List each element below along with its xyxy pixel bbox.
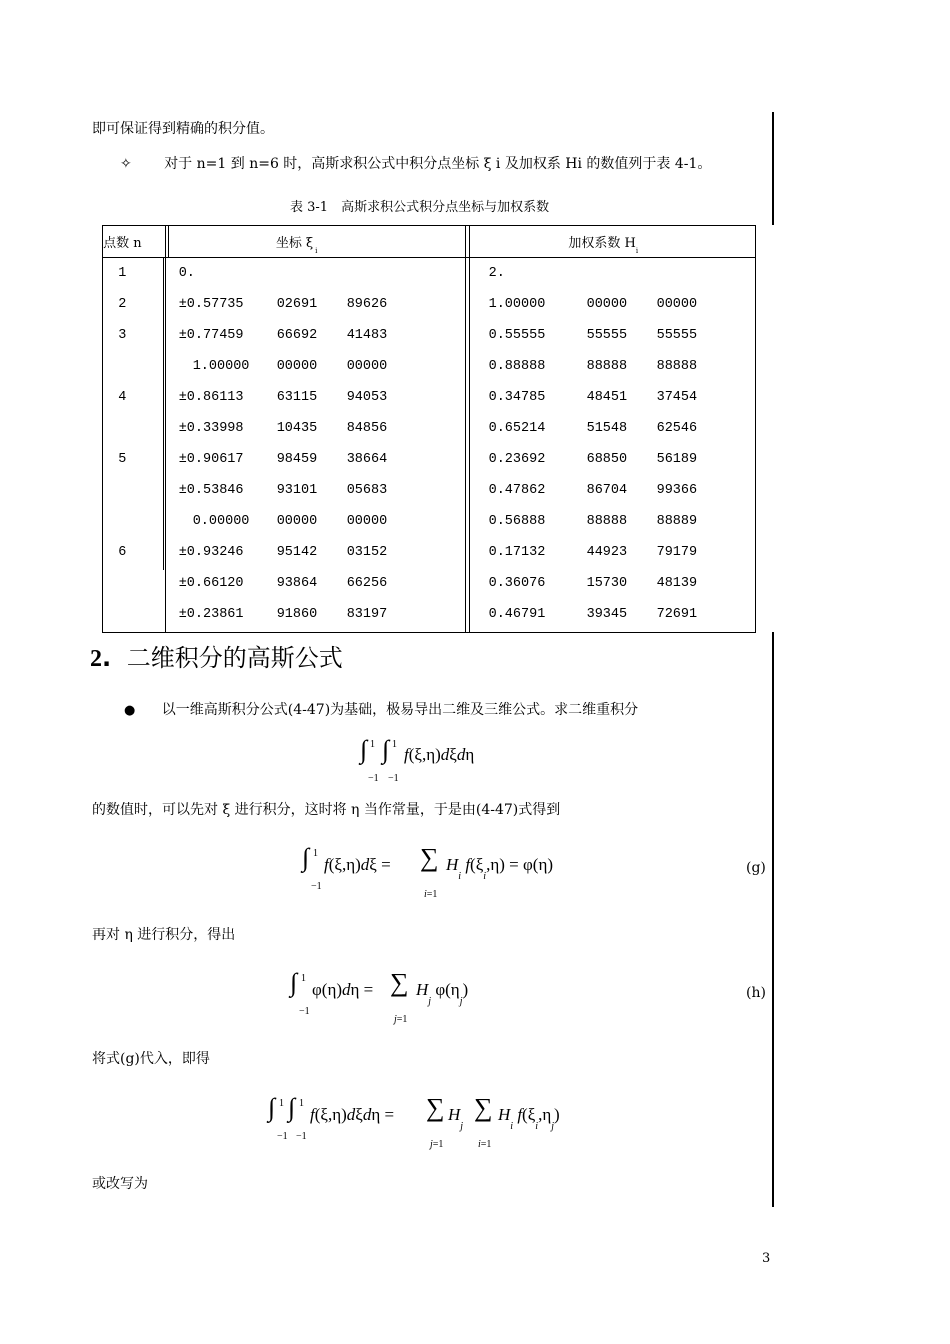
table-row bbox=[102, 382, 756, 413]
cell-weight bbox=[451, 568, 756, 599]
digit-group: 88888 bbox=[586, 359, 628, 374]
cell-coordinate bbox=[143, 382, 451, 413]
table-row bbox=[102, 506, 756, 537]
digit-group: 94053 bbox=[346, 390, 388, 405]
cell-coordinate bbox=[143, 599, 451, 630]
digit-group: 03152 bbox=[346, 545, 388, 560]
cell-points: 2 bbox=[118, 297, 127, 312]
table-row bbox=[102, 568, 756, 599]
table-row bbox=[102, 444, 756, 475]
eq-double-integral: ∫ 1 −1 ∫ 1 −1 f(ξ,η)dξdη bbox=[360, 735, 475, 784]
digit-group: 0.46791 bbox=[488, 607, 546, 622]
digit-group: 00000 bbox=[586, 297, 628, 312]
digit-group: ±0.66120 bbox=[178, 576, 244, 591]
digit-group: 63115 bbox=[276, 390, 318, 405]
cell-points: 1 bbox=[118, 266, 127, 281]
digit-group: 0.17132 bbox=[488, 545, 546, 560]
digit-group: 56189 bbox=[656, 452, 698, 467]
table-row bbox=[102, 320, 756, 351]
digit-group: 55555 bbox=[656, 328, 698, 343]
table-row bbox=[102, 537, 756, 568]
digit-group: 0.47862 bbox=[488, 483, 546, 498]
table-row bbox=[102, 599, 756, 630]
eq-h: ∫ 1 −1 φ(η)dη = ∑ j=1 $H_j$ $\varphi(\eta_j)$ bbox=[290, 968, 469, 1025]
digit-group: 86704 bbox=[586, 483, 628, 498]
bullet-dot-text: 以一维高斯积分公式(4-47)为基础，极易导出二维及三维公式。求二维重积分 bbox=[161, 702, 639, 718]
cell-weight bbox=[451, 413, 756, 444]
digit-group: 98459 bbox=[276, 452, 318, 467]
digit-group: 93101 bbox=[276, 483, 318, 498]
digit-group: 05683 bbox=[346, 483, 388, 498]
table-row bbox=[102, 475, 756, 506]
cell-points bbox=[102, 475, 143, 506]
revision-bar-top bbox=[772, 112, 774, 225]
cell-weight bbox=[451, 289, 756, 320]
section-number: 2 bbox=[90, 646, 102, 672]
digit-group: 91860 bbox=[276, 607, 318, 622]
digit-group: 0.36076 bbox=[488, 576, 546, 591]
digit-group: 0.23692 bbox=[488, 452, 546, 467]
eq-h-label: (h) bbox=[746, 985, 766, 1001]
digit-group: 79179 bbox=[656, 545, 698, 560]
digit-group: ±0.77459 bbox=[178, 328, 244, 343]
bullet-table-note bbox=[120, 153, 711, 173]
digit-group: 83197 bbox=[346, 607, 388, 622]
digit-group: 00000 bbox=[346, 359, 388, 374]
bullet-symbol: ✧ bbox=[120, 156, 132, 172]
digit-group: ±0.93246 bbox=[178, 545, 244, 560]
digit-group: 00000 bbox=[346, 514, 388, 529]
cell-coordinate bbox=[143, 506, 451, 537]
cell-weight bbox=[451, 599, 756, 630]
cell-coordinate bbox=[143, 568, 451, 599]
digit-group: 66256 bbox=[346, 576, 388, 591]
cell-weight bbox=[451, 258, 756, 290]
para-numeric: 的数值时，可以先对 ξ 进行积分，这时将 η 当作常量，于是由(4-47)式得到 bbox=[92, 802, 561, 818]
cell-points: 4 bbox=[118, 390, 127, 405]
eq-g: ∫ 1 −1 f(ξ,η)dξ = ∑ i=1 $H_i$ $f(\xi_i,\eta) = \varphi(\eta)$ bbox=[302, 843, 553, 900]
header-weights bbox=[451, 225, 756, 258]
digit-group: ±0.33998 bbox=[178, 421, 244, 436]
digit-group: 00000 bbox=[276, 359, 318, 374]
digit-group: 0. bbox=[178, 266, 195, 281]
gauss-table bbox=[102, 225, 756, 630]
digit-group: ±0.57735 bbox=[178, 297, 244, 312]
cell-points bbox=[102, 351, 143, 382]
digit-group: 0.56888 bbox=[488, 514, 546, 529]
section-title: 二维积分的高斯公式 bbox=[126, 644, 343, 672]
digit-group: 44923 bbox=[586, 545, 628, 560]
digit-group: 41483 bbox=[346, 328, 388, 343]
cell-coordinate bbox=[143, 351, 451, 382]
digit-group: 51548 bbox=[586, 421, 628, 436]
digit-group: 15730 bbox=[586, 576, 628, 591]
header-weights-sub: i bbox=[635, 246, 639, 255]
digit-group: 0.55555 bbox=[488, 328, 546, 343]
revision-bar-bottom bbox=[772, 632, 774, 1207]
cell-points: 3 bbox=[118, 328, 127, 343]
eq-g-label: (g) bbox=[746, 860, 766, 876]
table-row bbox=[102, 258, 756, 290]
para-rewrite: 或改写为 bbox=[92, 1176, 148, 1192]
digit-group: 55555 bbox=[586, 328, 628, 343]
digit-group: 10435 bbox=[276, 421, 318, 436]
table-header-row bbox=[102, 225, 756, 258]
cell-weight bbox=[451, 382, 756, 413]
digit-group: 2. bbox=[488, 266, 505, 281]
cell-coordinate bbox=[143, 289, 451, 320]
cell-points bbox=[102, 568, 143, 599]
cell-weight bbox=[451, 537, 756, 568]
cell-points: 6 bbox=[118, 545, 127, 560]
bullet-double-integral bbox=[124, 699, 638, 719]
digit-group: 37454 bbox=[656, 390, 698, 405]
cell-weight bbox=[451, 444, 756, 475]
digit-group: 38664 bbox=[346, 452, 388, 467]
digit-group: 0.65214 bbox=[488, 421, 546, 436]
digit-group: 00000 bbox=[656, 297, 698, 312]
header-weights-label: 加权系数 H bbox=[568, 235, 636, 251]
digit-group: ±0.23861 bbox=[178, 607, 244, 622]
header-coords-label: 坐标 ξ bbox=[275, 235, 314, 251]
digit-group: 99366 bbox=[656, 483, 698, 498]
section-heading: 2. 二维积分的高斯公式 bbox=[90, 644, 343, 672]
cell-points bbox=[102, 599, 143, 630]
digit-group: 88888 bbox=[586, 514, 628, 529]
digit-group: 39345 bbox=[586, 607, 628, 622]
digit-group: 0.34785 bbox=[488, 390, 546, 405]
cell-weight bbox=[451, 351, 756, 382]
digit-group: ±0.53846 bbox=[178, 483, 244, 498]
digit-group: 48451 bbox=[586, 390, 628, 405]
bullet-dot: ● bbox=[124, 703, 136, 718]
cell-weight bbox=[451, 475, 756, 506]
digit-group: 00000 bbox=[276, 514, 318, 529]
digit-group: 0.00000 bbox=[192, 514, 250, 529]
cell-coordinate bbox=[143, 537, 451, 568]
digit-group: 1.00000 bbox=[488, 297, 546, 312]
digit-group: 72691 bbox=[656, 607, 698, 622]
digit-group: 68850 bbox=[586, 452, 628, 467]
cell-weight bbox=[451, 506, 756, 537]
digit-group: ±0.90617 bbox=[178, 452, 244, 467]
cell-coordinate bbox=[143, 444, 451, 475]
cell-coordinate bbox=[143, 475, 451, 506]
cell-coordinate bbox=[143, 320, 451, 351]
digit-group: 88888 bbox=[656, 359, 698, 374]
digit-group: ±0.86113 bbox=[178, 390, 244, 405]
cell-coordinate bbox=[143, 258, 451, 290]
bullet-text: 对于 n=1 到 n=6 时，高斯求积公式中积分点坐标 ξ i 及加权系 Hi 的数值列于表 4-1。 bbox=[164, 156, 712, 172]
digit-group: 84856 bbox=[346, 421, 388, 436]
digit-group: 93864 bbox=[276, 576, 318, 591]
cell-coordinate bbox=[143, 413, 451, 444]
digit-group: 48139 bbox=[656, 576, 698, 591]
para-eta: 再对 η 进行积分，得出 bbox=[92, 927, 236, 943]
cell-points bbox=[102, 506, 143, 537]
table-caption: 表 3-1 高斯求积公式积分点坐标与加权系数 bbox=[290, 200, 550, 215]
digit-group: 02691 bbox=[276, 297, 318, 312]
digit-group: 62546 bbox=[656, 421, 698, 436]
cell-weight bbox=[451, 320, 756, 351]
header-points: 点数 n bbox=[102, 225, 143, 258]
table-row bbox=[102, 289, 756, 320]
cell-points: 5 bbox=[118, 452, 127, 467]
table-row bbox=[102, 413, 756, 444]
digit-group: 88889 bbox=[656, 514, 698, 529]
page-number: 3 bbox=[762, 1251, 771, 1266]
header-coords bbox=[143, 225, 451, 258]
digit-group: 89626 bbox=[346, 297, 388, 312]
digit-group: 66692 bbox=[276, 328, 318, 343]
digit-group: 0.88888 bbox=[488, 359, 546, 374]
cell-points bbox=[102, 413, 143, 444]
header-coords-sub: i bbox=[315, 246, 318, 255]
intro-line: 即可保证得到精确的积分值。 bbox=[92, 121, 274, 137]
table-row bbox=[102, 351, 756, 382]
digit-group: 95142 bbox=[276, 545, 318, 560]
eq-combined: ∫ 1 −1 ∫ 1 −1 f(ξ,η)dξdη = ∑ j=1 $H_j$ ∑ i=1 $H_i$ $f(\xi_i,\eta_j)$ bbox=[268, 1093, 560, 1150]
para-subst: 将式(g)代入，即得 bbox=[92, 1051, 210, 1067]
digit-group: 1.00000 bbox=[192, 359, 250, 374]
